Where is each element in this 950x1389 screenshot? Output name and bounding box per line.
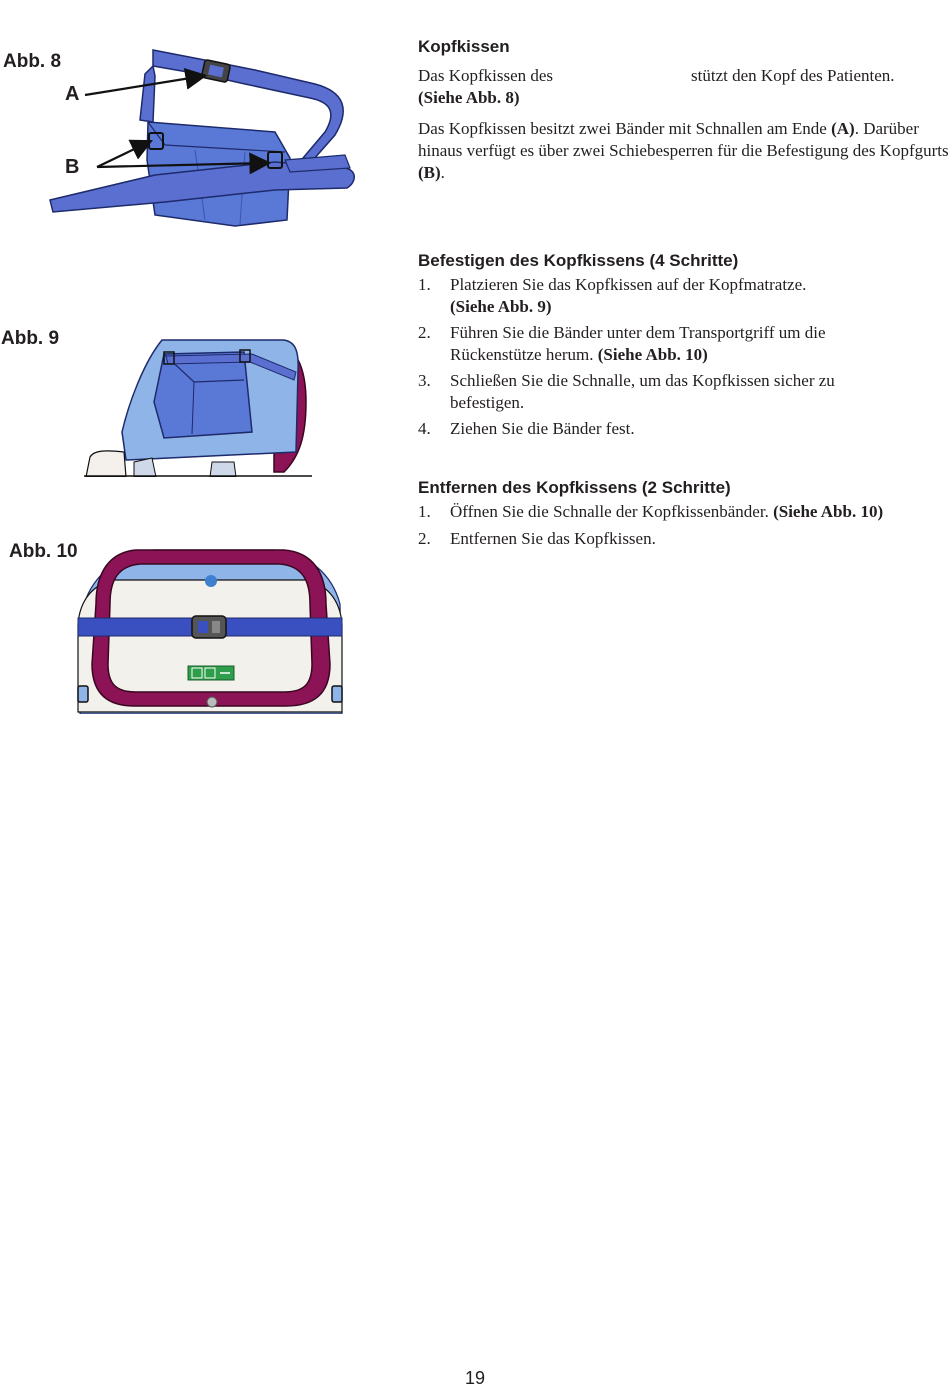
heading-entfernen: Entfernen des Kopfkissens (2 Schritte) bbox=[418, 478, 731, 497]
figure-label-abb-9: Abb. 9 bbox=[1, 328, 60, 349]
step-number: 1. bbox=[418, 502, 431, 521]
page-number: 19 bbox=[464, 1368, 486, 1388]
step-text: Ziehen Sie die Bänder fest. bbox=[450, 419, 635, 438]
pillow-strapped-to-backrest-illustration bbox=[74, 544, 346, 714]
heading-kopfkissen: Kopfkissen bbox=[418, 37, 510, 56]
callout-b: B bbox=[65, 156, 80, 178]
details-text-b: Darüber hinaus verfügt es über zwei Schiebesperren für die Befestigung des Kopfgurts bbox=[418, 119, 949, 160]
pillow-with-straps-illustration bbox=[45, 40, 360, 235]
intro-text-start: Das Kopfkissen des bbox=[418, 66, 554, 85]
pillow-on-head-mattress-illustration bbox=[84, 332, 312, 477]
step-figure-ref: (Siehe Abb. 10) bbox=[597, 345, 708, 364]
figure-label-abb-10: Abb. 10 bbox=[9, 541, 78, 562]
step-text: Platzieren Sie das Kopfkissen auf der Kopfmatratze. bbox=[450, 275, 807, 294]
heading-befestigen: Befestigen des Kopfkissens (4 Schritte) bbox=[418, 251, 739, 270]
figure-label-abb-8: Abb. 8 bbox=[3, 51, 62, 72]
step-number: 3. bbox=[418, 371, 431, 390]
paragraph-kopfkissen-details: Das Kopfkissen besitzt zwei Bänder mit Schnallen am Ende (A). Darüber hinaus verfügt es über zwei Schiebesperren für die Befestigung des Kopfgurts (B). bbox=[418, 119, 949, 182]
callout-a: A bbox=[65, 83, 80, 105]
step-figure-ref: (Siehe Abb. 10) bbox=[773, 502, 884, 521]
step-number: 1. bbox=[418, 275, 431, 294]
step-text: Schließen Sie die Schnalle, um das Kopfkissen sicher zu befestigen. bbox=[450, 371, 835, 412]
step-text: Entfernen Sie das Kopfkissen. bbox=[450, 529, 656, 548]
intro-text-end: stützt den Kopf des Patienten. bbox=[691, 66, 895, 85]
step-number: 4. bbox=[418, 419, 431, 438]
step-number: 2. bbox=[418, 529, 431, 548]
intro-figure-ref: (Siehe Abb. 8) bbox=[418, 88, 520, 107]
step-figure-ref: (Siehe Abb. 9) bbox=[450, 297, 552, 316]
step-number: 2. bbox=[418, 323, 431, 342]
paragraph-kopfkissen-intro bbox=[418, 65, 950, 109]
details-ref-a: (A) bbox=[831, 119, 855, 138]
step-text: Führen Sie die Bänder unter dem Transportgriff um die Rückenstütze herum. bbox=[450, 323, 826, 364]
step-text: Öffnen Sie die Schnalle der Kopfkissenbänder. bbox=[450, 502, 769, 521]
details-text-a: Das Kopfkissen besitzt zwei Bänder mit Schnallen am Ende bbox=[418, 119, 827, 138]
details-ref-b: (B) bbox=[418, 163, 441, 182]
